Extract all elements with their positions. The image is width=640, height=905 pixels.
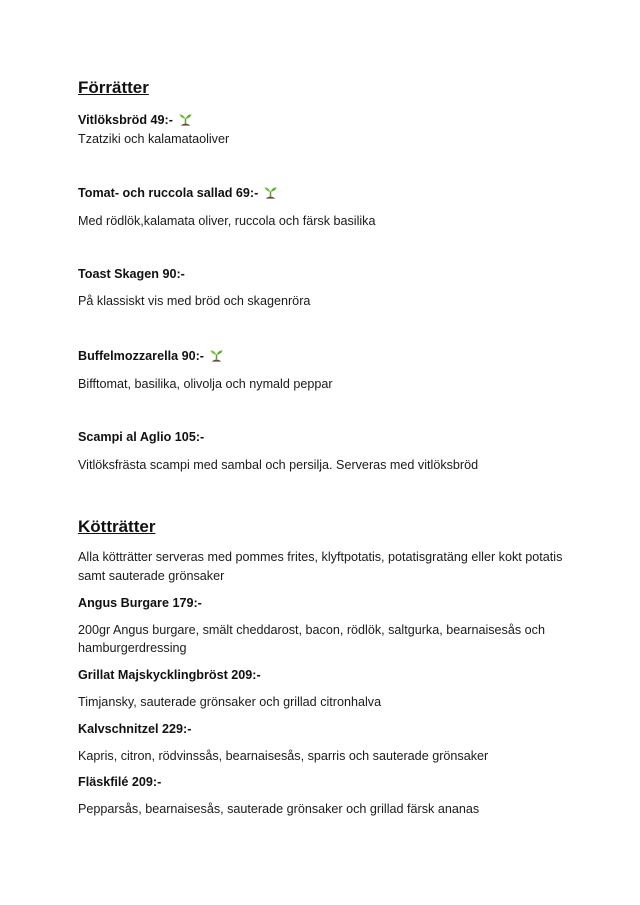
menu-item-name: Angus Burgare 179:- <box>78 596 202 610</box>
menu-item-desc: Kapris, citron, rödvinssås, bearnaisesås, sparris och sauterade grönsaker <box>78 749 489 763</box>
menu-item-name <box>78 112 193 128</box>
section-intro: samt sauterade grönsaker <box>78 569 225 583</box>
menu-item-desc: Pepparsås, bearnaisesås, sauterade grönsaker och grillad färsk ananas <box>78 802 480 816</box>
menu-item-name: Grillat Majskycklingbröst 209:- <box>78 668 261 682</box>
item-name-text: Vitlöksbröd 49:- <box>78 113 173 127</box>
item-name-text: Buffelmozzarella 90:- <box>78 349 204 363</box>
menu-item-desc: Bifftomat, basilika, olivolja och nymald peppar <box>78 377 333 391</box>
menu-item-name: Scampi al Aglio 105:- <box>78 430 205 444</box>
section-title-forratter: Förrätter <box>78 78 149 97</box>
menu-item-name <box>78 348 224 364</box>
menu-item-desc: Timjansky, sauterade grönsaker och grillad citronhalva <box>78 695 382 709</box>
sprout-icon <box>263 185 278 200</box>
section-intro: Alla kötträtter serveras med pommes frites, klyftpotatis, potatisgratäng eller kokt potatis <box>78 550 563 564</box>
menu-item-name <box>78 185 278 201</box>
item-name-text: Tomat- och ruccola sallad 69:- <box>78 186 259 200</box>
menu-item-desc: hamburgerdressing <box>78 641 187 655</box>
menu-item-name: Kalvschnitzel 229:- <box>78 722 192 736</box>
menu-item-desc: På klassiskt vis med bröd och skagenröra <box>78 294 311 308</box>
menu-item-desc: Vitlöksfrästa scampi med sambal och persilja. Serveras med vitlöksbröd <box>78 458 479 472</box>
sprout-icon <box>178 112 193 127</box>
section-title-kottratter: Kötträtter <box>78 517 156 536</box>
menu-item-name: Toast Skagen 90:- <box>78 267 185 281</box>
menu-item-desc: 200gr Angus burgare, smält cheddarost, bacon, rödlök, saltgurka, bearnaisesås och <box>78 623 545 637</box>
menu-item-desc: Med rödlök,kalamata oliver, ruccola och färsk basilika <box>78 214 376 228</box>
sprout-icon <box>209 348 224 363</box>
menu-item-name: Fläskfilé 209:- <box>78 775 162 789</box>
menu-item-desc: Tzatziki och kalamataoliver <box>78 132 230 146</box>
